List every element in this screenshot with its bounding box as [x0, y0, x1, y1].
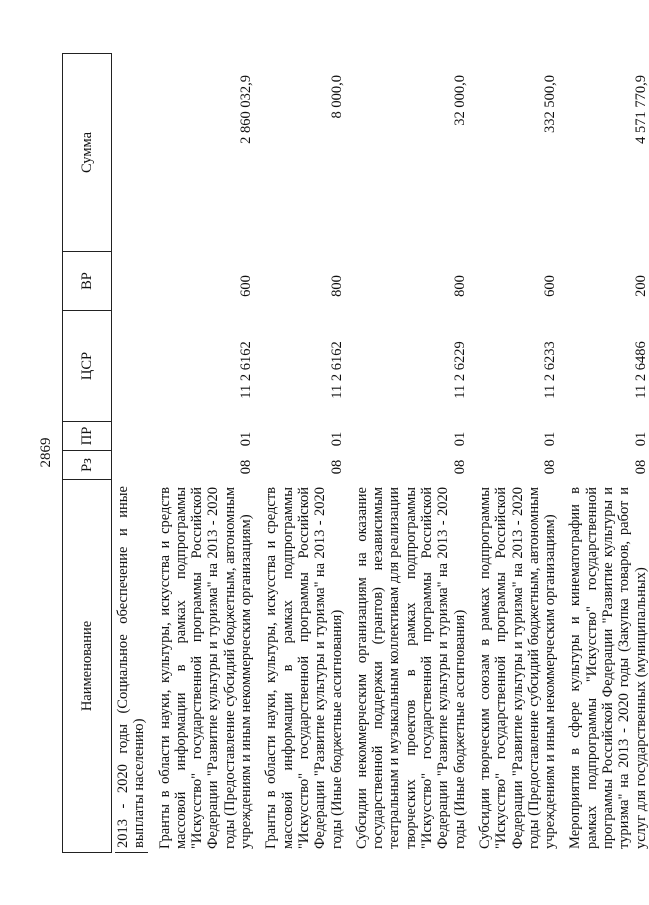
row-sum: 8 000,0 — [328, 75, 345, 119]
row-pr: 01 — [238, 431, 255, 447]
row-name: Гранты в области науки, культуры, искусства и средств массовой информации в рамках подпрограммы "Искусство" государственной программы Российской Федерации "Развитие культуры и туризма" на 2013 - 2020 годы (Предоставление субсидий бюджетным, автономным учреждениям и иным некоммерческим организациям) — [156, 487, 255, 849]
row-rz: 08 — [542, 459, 559, 475]
row-pr: 01 — [328, 431, 345, 447]
row-pr: 01 — [451, 431, 468, 447]
row-rz: 08 — [632, 459, 649, 475]
header-rz: Рз — [63, 450, 111, 479]
table-row — [567, 53, 648, 853]
table-header — [62, 53, 112, 853]
row-csr: 11 2 6486 — [632, 341, 649, 399]
row-sum: 332 500,0 — [542, 75, 559, 133]
table-row — [263, 53, 344, 853]
header-vr: ВР — [63, 251, 111, 310]
row-name: Гранты в области науки, культуры, искусства и средств массовой информации в рамках подпрограммы "Искусство" государственной программы Российской Федерации "Развитие культуры и туризма" на 2013 - 2020 годы (Иные бюджетные ассигнования) — [263, 487, 345, 849]
row-csr: 11 2 6162 — [328, 341, 345, 399]
header-pr: ПР — [63, 421, 111, 450]
budget-table — [62, 53, 649, 853]
continuation-row — [115, 53, 148, 853]
row-sum: 2 860 032,9 — [238, 75, 255, 144]
row-sum: 32 000,0 — [451, 75, 468, 126]
row-vr: 600 — [542, 275, 559, 297]
row-sum: 4 571 770,9 — [632, 75, 649, 144]
row-csr: 11 2 6162 — [238, 341, 255, 399]
header-name: Наименование — [63, 479, 111, 852]
row-rz: 08 — [328, 459, 345, 475]
table-row — [354, 53, 468, 853]
row-pr: 01 — [632, 431, 649, 447]
row-rz: 08 — [238, 459, 255, 475]
row-vr: 800 — [328, 275, 345, 297]
row-name: Мероприятия в сфере культуры и кинематографии в рамках подпрограммы "Искусство" государственной программы Российской Федерации "Развитие культуры и туризма" на 2013 - 2020 годы (Закупка товаров, работ и услуг для государственных (муниципальных) — [567, 487, 649, 849]
row-csr: 11 2 6229 — [451, 341, 468, 399]
continuation-text: 2013 - 2020 годы (Социальное обеспечение и иные выплаты населению) — [115, 486, 148, 848]
row-name: Субсидии творческим союзам в рамках подпрограммы "Искусство" государственной программы Российской Федерации "Развитие культуры и туризма" на 2013 - 2020 годы (Предоставление субсидий бюджетным, автономным учреждениям и иным некоммерческим организациям) — [476, 487, 559, 849]
row-pr: 01 — [542, 431, 559, 447]
row-vr: 800 — [451, 275, 468, 297]
row-csr: 11 2 6233 — [542, 341, 559, 399]
header-sum: Сумма — [78, 131, 95, 174]
header-csr: ЦСР — [63, 310, 111, 421]
page-number: 2869 — [38, 437, 54, 468]
row-vr: 600 — [238, 275, 255, 297]
row-vr: 200 — [632, 275, 649, 297]
table-row — [477, 53, 558, 853]
row-rz: 08 — [451, 459, 468, 475]
row-name: Субсидии некоммерческим организациям на оказание государственной поддержки (грантов) независимым театральным и музыкальным коллективам для реализации творческих проектов в рамках подпрограммы "Искусство" государственной программы Российской Федерации "Развитие культуры и туризма" на 2013 - 2020 годы (Иные бюджетные ассигнования) — [353, 487, 468, 849]
table-row — [157, 53, 255, 853]
